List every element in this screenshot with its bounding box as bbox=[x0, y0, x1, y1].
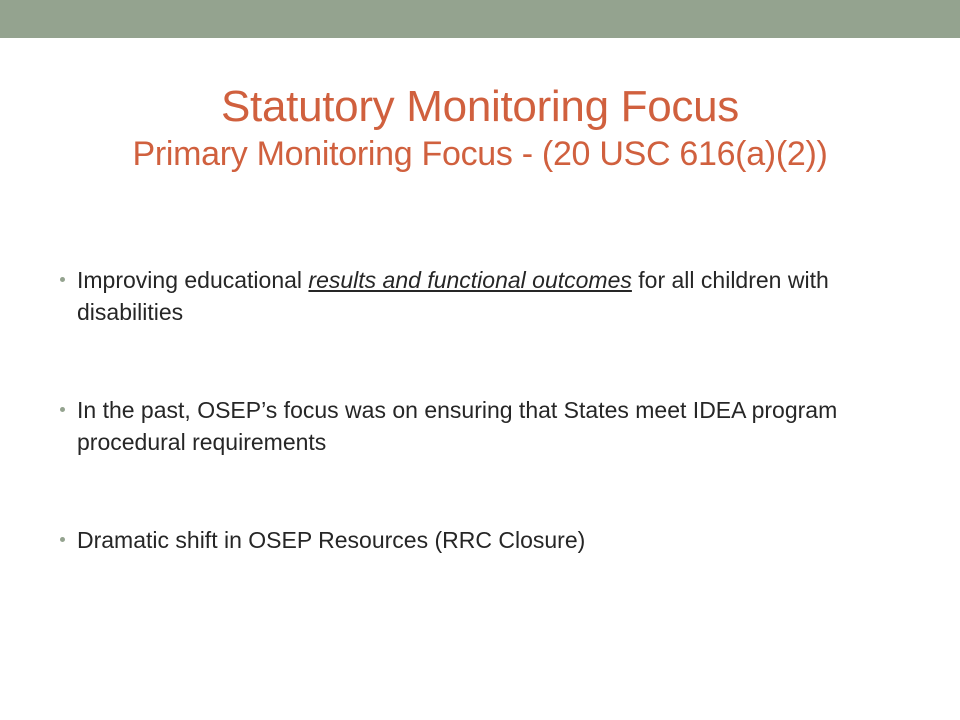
title-block bbox=[40, 82, 920, 176]
slide-subtitle: Primary Monitoring Focus - (20 USC 616(a)(2)) bbox=[132, 135, 828, 173]
bullet-item bbox=[60, 394, 900, 458]
bullet-item bbox=[60, 524, 900, 556]
bullet-dot-icon bbox=[60, 407, 65, 412]
bullet-text: Dramatic shift in OSEP Resources (RRC Closure) bbox=[77, 527, 586, 553]
bullet-item bbox=[60, 264, 900, 328]
bullet-dot-icon bbox=[60, 277, 65, 282]
bullet-text: In the past, OSEP’s focus was on ensuring that States meet IDEA program procedural requirements bbox=[77, 397, 838, 455]
bullet-dot-icon bbox=[60, 537, 65, 542]
bullet-text-part: Improving educational bbox=[77, 267, 309, 293]
bullet-emphasis: results and functional outcomes bbox=[308, 267, 632, 293]
top-accent-bar bbox=[0, 0, 960, 38]
bullet-text-part: for all children with disabilities bbox=[77, 267, 829, 325]
bullet-list bbox=[60, 264, 900, 556]
slide-title: Statutory Monitoring Focus bbox=[221, 82, 739, 131]
